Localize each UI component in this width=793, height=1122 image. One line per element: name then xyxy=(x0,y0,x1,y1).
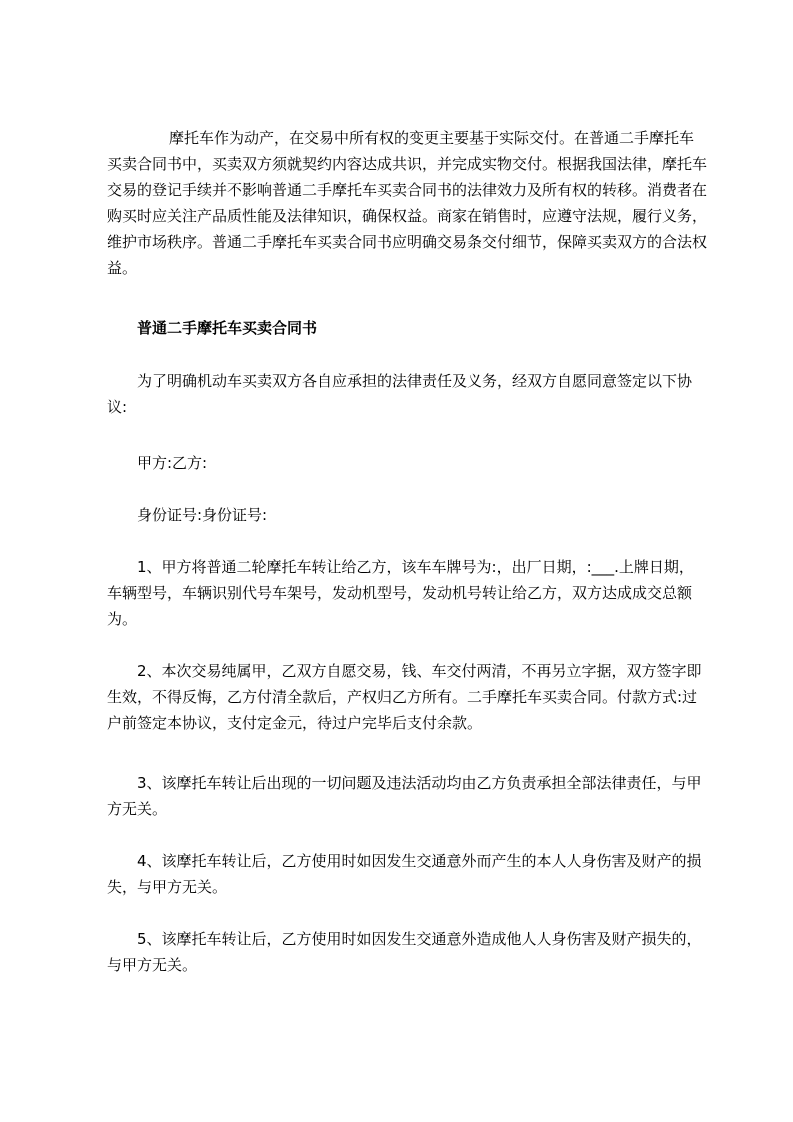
intro-paragraph: 摩托车作为动产，在交易中所有权的变更主要基于实际交付。在普通二手摩托车买卖合同书中，买卖双方须就契约内容达成共识，并完成实物交付。根据我国法律，摩托车交易的登记手续并不影响普通二手摩托车买卖合同书的法律效力及所有权的转移。消费者在购买时应关注产品质性能及法律知识，确保权益。商家在销售时，应遵守法规，履行义务，维护市场秩序。普通二手摩托车买卖合同书应明确交易条交付细节，保障买卖双方的合法权益。 xyxy=(107,129,708,277)
id-numbers-line: 身份证号:身份证号: xyxy=(137,506,268,524)
clause-5: 5、该摩托车转让后，乙方使用时如因发生交通意外造成他人人身伤害及财产损失的，与甲方无关。 xyxy=(107,930,702,974)
clause-3: 3、该摩托车转让后出现的一切问题及违法活动均由乙方负责承担全部法律责任，与甲方无关。 xyxy=(107,774,702,818)
parties-line: 甲方:乙方: xyxy=(137,454,208,472)
clause-1: 1、甲方将普通二轮摩托车转让给乙方，该车车牌号为:，出厂日期，:___.上牌日期，车辆型号，车辆识别代号车架号，发动机型号，发动机号转让给乙方，双方达成成交总额为。 xyxy=(107,558,694,628)
clause-2: 2、本次交易纯属甲，乙双方自愿交易，钱、车交付两清，不再另立字据，双方签字即生效，不得反悔，乙方付清全款后，产权归乙方所有。二手摩托车买卖合同。付款方式:过户前签定本协议，支付定金元，待过户完毕后支付余款。 xyxy=(107,662,702,732)
contract-title: 普通二手摩托车买卖合同书 xyxy=(137,319,318,337)
purpose-paragraph: 为了明确机动车买卖双方各自应承担的法律责任及义务，经双方自愿同意签定以下协议: xyxy=(107,372,693,416)
clause-4: 4、该摩托车转让后，乙方使用时如因发生交通意外而产生的本人人身伤害及财产的损失，与甲方无关。 xyxy=(107,852,702,896)
